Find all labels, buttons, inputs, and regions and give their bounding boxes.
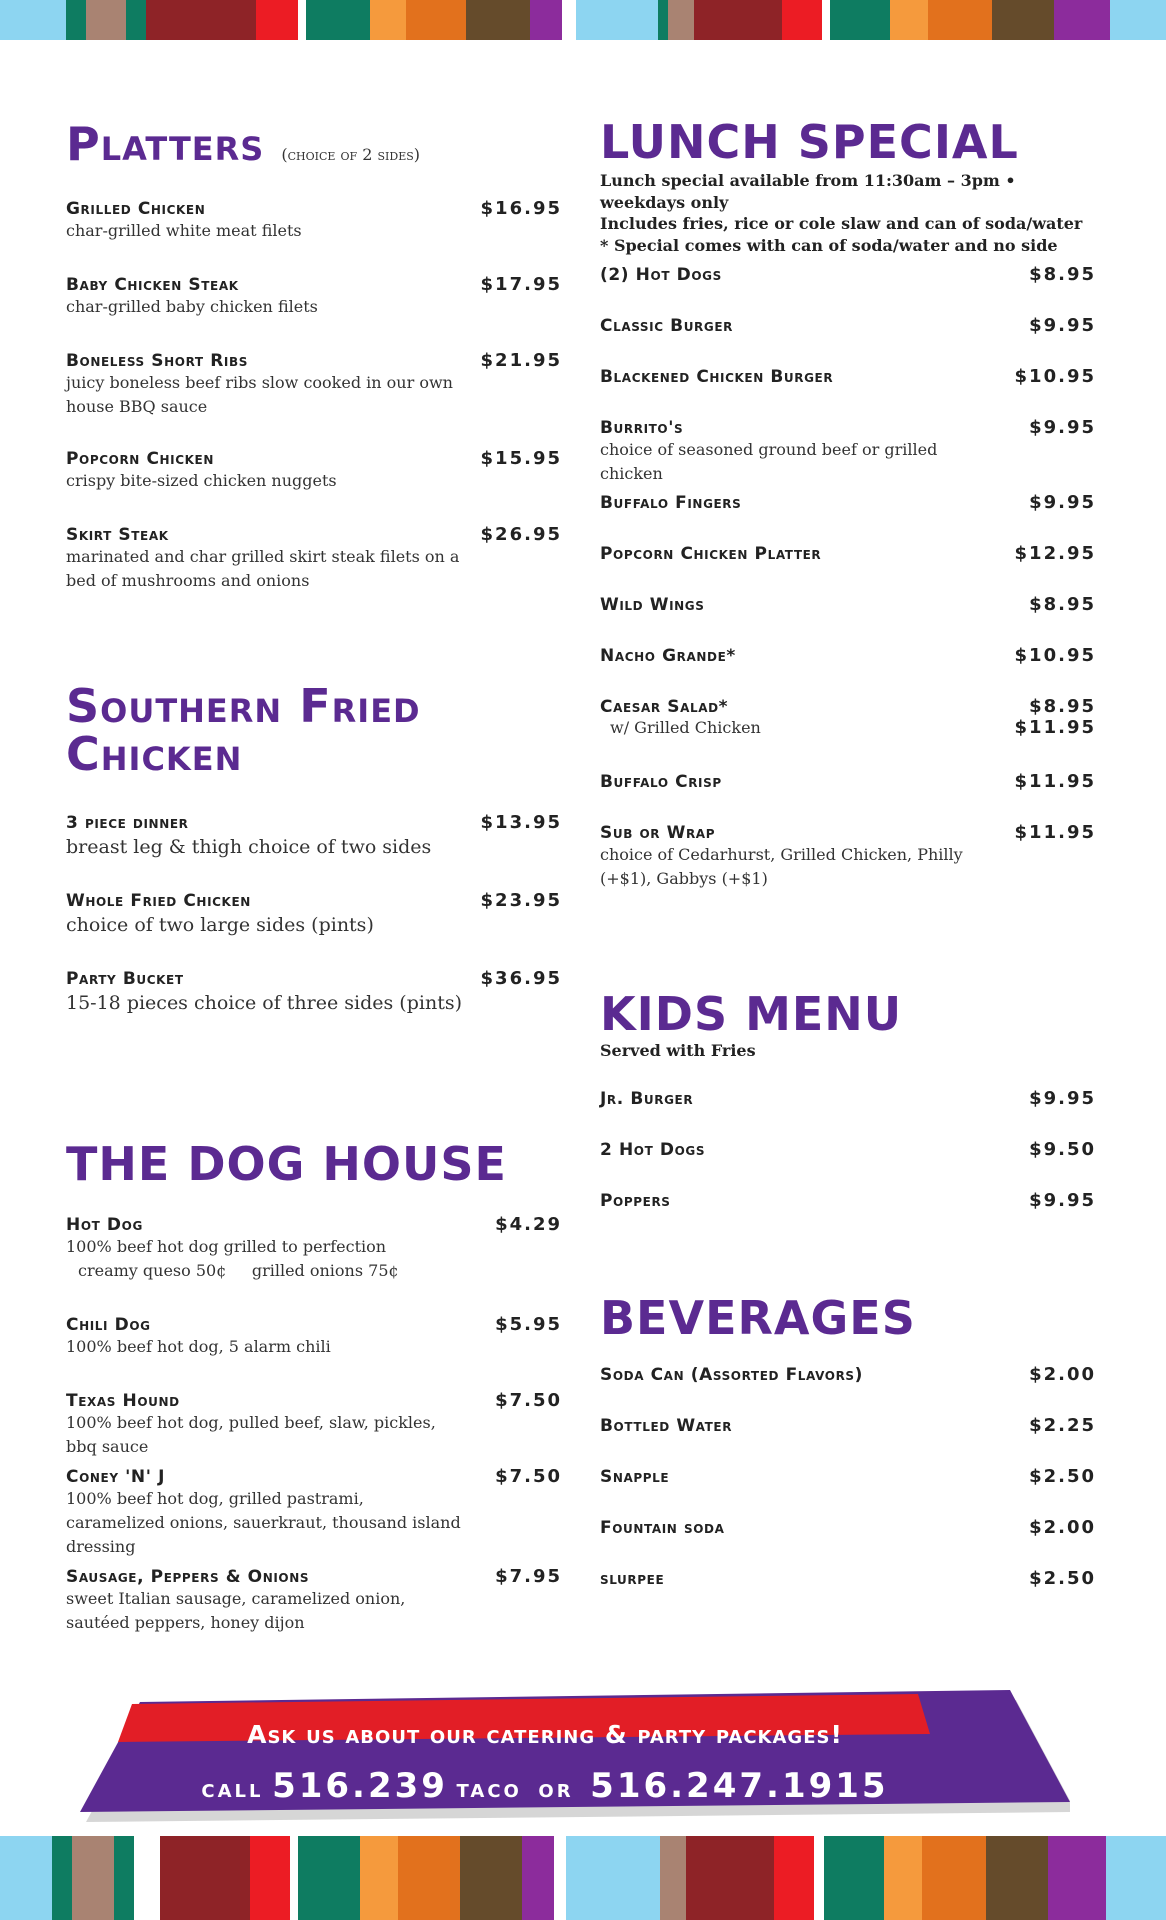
menu-item-description: choice of two large sides (pints) bbox=[66, 914, 374, 936]
menu-item-row bbox=[600, 696, 1096, 717]
menu-item-name: Chili Dog bbox=[66, 1315, 151, 1335]
stripe-segment bbox=[256, 0, 298, 40]
menu-item-name: Caesar Salad* bbox=[600, 697, 729, 717]
stripe-segment bbox=[530, 0, 562, 40]
kids-menu-section bbox=[600, 987, 1096, 1211]
menu-item-name: Soda Can (Assorted Flavors) bbox=[600, 1365, 864, 1385]
menu-item bbox=[66, 812, 562, 862]
menu-item-option-label: w/ Grilled Chicken bbox=[610, 718, 761, 737]
stripe-segment bbox=[134, 1836, 160, 1920]
catering-banner bbox=[80, 1690, 1070, 1830]
menu-item-description: char-grilled white meat filets bbox=[66, 221, 302, 240]
kids-menu-intro: Served with Fries bbox=[600, 1041, 756, 1061]
stripe-segment bbox=[460, 1836, 522, 1920]
banner-phone2[interactable]: 516.247.1915 bbox=[590, 1766, 889, 1806]
menu-item-name: Coney 'N' J bbox=[66, 1467, 166, 1487]
stripe-segment bbox=[992, 0, 1054, 40]
menu-item bbox=[66, 968, 562, 1018]
menu-item bbox=[600, 771, 1096, 792]
menu-item bbox=[600, 315, 1096, 336]
menu-item-price: $36.95 bbox=[480, 968, 562, 989]
stripe-segment bbox=[466, 0, 530, 40]
stripe-segment bbox=[566, 1836, 660, 1920]
menu-item bbox=[600, 696, 1096, 738]
menu-item bbox=[600, 1139, 1096, 1160]
stripe-segment bbox=[554, 1836, 566, 1920]
menu-item-row bbox=[600, 1517, 1096, 1538]
menu-item-row bbox=[66, 1390, 562, 1411]
menu-item-name: Snapple bbox=[600, 1467, 670, 1487]
stripe-segment bbox=[126, 0, 146, 40]
menu-item-name: Skirt Steak bbox=[66, 525, 169, 545]
stripe-segment bbox=[160, 1836, 250, 1920]
stripe-segment bbox=[668, 0, 694, 40]
menu-item-row bbox=[600, 315, 1096, 336]
stripe-segment bbox=[1110, 0, 1166, 40]
stripe-segment bbox=[146, 0, 256, 40]
stripe-segment bbox=[398, 1836, 460, 1920]
stripe-segment bbox=[298, 1836, 360, 1920]
menu-item-name: Burrito's bbox=[600, 418, 684, 438]
stripe-segment bbox=[774, 1836, 814, 1920]
menu-item-row bbox=[66, 198, 562, 219]
menu-item-row bbox=[66, 1214, 562, 1235]
menu-item-name: Classic Burger bbox=[600, 316, 733, 336]
stripe-segment bbox=[782, 0, 822, 40]
menu-item bbox=[600, 1568, 1096, 1589]
southern-fried-title-line1: Southern Fried bbox=[66, 679, 421, 733]
banner-call-label: call bbox=[201, 1774, 264, 1804]
stripe-segment bbox=[830, 0, 890, 40]
menu-item-price: $11.95 bbox=[1014, 771, 1096, 792]
menu-item-name: 3 piece dinner bbox=[66, 813, 189, 833]
menu-item-row bbox=[600, 1088, 1096, 1109]
menu-item-description: juicy boneless beef ribs slow cooked in our own house BBQ sauce bbox=[66, 373, 453, 416]
top-color-stripe bbox=[0, 0, 1166, 40]
southern-fried-title-line2: Chicken bbox=[66, 727, 243, 782]
stripe-segment bbox=[370, 0, 406, 40]
stripe-segment bbox=[986, 1836, 1048, 1920]
bottom-color-stripe bbox=[0, 1836, 1166, 1920]
menu-item-price: $2.50 bbox=[1029, 1466, 1096, 1487]
banner-or-label: or bbox=[538, 1774, 574, 1804]
menu-item bbox=[600, 417, 1096, 486]
menu-item-row bbox=[600, 1190, 1096, 1211]
menu-item-name: Blackened Chicken Burger bbox=[600, 367, 834, 387]
menu-item-row bbox=[66, 448, 562, 469]
menu-item-name: Baby Chicken Steak bbox=[66, 275, 239, 295]
stripe-segment bbox=[1054, 0, 1110, 40]
stripe-segment bbox=[250, 1836, 290, 1920]
menu-item-price: $7.50 bbox=[495, 1390, 562, 1411]
stripe-segment bbox=[922, 1836, 986, 1920]
menu-item-row bbox=[600, 366, 1096, 387]
menu-item bbox=[66, 350, 562, 419]
menu-item-price: $10.95 bbox=[1014, 645, 1096, 666]
menu-item bbox=[66, 1390, 562, 1459]
menu-item-description: 100% beef hot dog grilled to perfection bbox=[66, 1237, 387, 1256]
menu-item-price: $2.00 bbox=[1029, 1517, 1096, 1538]
menu-item bbox=[600, 1190, 1096, 1211]
menu-item-name: Hot Dog bbox=[66, 1215, 143, 1235]
menu-item-price: $26.95 bbox=[480, 524, 562, 545]
menu-item-description: crispy bite-sized chicken nuggets bbox=[66, 471, 337, 490]
menu-item-price: $16.95 bbox=[480, 198, 562, 219]
stripe-segment bbox=[1106, 1836, 1166, 1920]
banner-taco-label: taco bbox=[456, 1774, 522, 1804]
lunch-special-intro bbox=[600, 170, 1096, 256]
stripe-segment bbox=[822, 0, 830, 40]
menu-item-name: Jr. Burger bbox=[600, 1089, 694, 1109]
stripe-segment bbox=[360, 1836, 398, 1920]
menu-item-name: Popcorn Chicken Platter bbox=[600, 544, 822, 564]
menu-item bbox=[600, 366, 1096, 387]
stripe-segment bbox=[66, 0, 86, 40]
banner-shape bbox=[80, 1690, 1070, 1830]
menu-item-description: char-grilled baby chicken filets bbox=[66, 297, 318, 316]
menu-item-description: 100% beef hot dog, 5 alarm chili bbox=[66, 1337, 331, 1356]
menu-item bbox=[66, 274, 562, 319]
menu-item-row bbox=[66, 812, 562, 833]
menu-item-price: $13.95 bbox=[480, 812, 562, 833]
banner-catering-text: Ask us about our catering & party packages! bbox=[247, 1720, 843, 1749]
menu-item bbox=[66, 1566, 562, 1635]
menu-item-row bbox=[600, 1466, 1096, 1487]
menu-item-row bbox=[600, 1568, 1096, 1589]
stripe-segment bbox=[114, 1836, 134, 1920]
menu-item-name: Nacho Grande* bbox=[600, 646, 736, 666]
stripe-segment bbox=[290, 1836, 298, 1920]
menu-item-price: $8.95 bbox=[1029, 696, 1096, 717]
menu-item-name: slurpee bbox=[600, 1569, 665, 1589]
menu-item bbox=[66, 198, 562, 243]
stripe-segment bbox=[824, 1836, 884, 1920]
stripe-segment bbox=[576, 0, 658, 40]
menu-item-name: Poppers bbox=[600, 1191, 671, 1211]
menu-item-row bbox=[66, 890, 562, 911]
menu-item bbox=[600, 1088, 1096, 1109]
menu-item-price: $9.95 bbox=[1029, 417, 1096, 438]
menu-item-price: $4.29 bbox=[495, 1214, 562, 1235]
menu-item-name: Texas Hound bbox=[66, 1391, 180, 1411]
menu-item-row bbox=[600, 1139, 1096, 1160]
platters-section bbox=[66, 117, 562, 590]
menu-item-name: Buffalo Crisp bbox=[600, 772, 722, 792]
menu-item-row bbox=[600, 594, 1096, 615]
menu-item-row bbox=[66, 350, 562, 371]
menu-item bbox=[66, 524, 562, 593]
menu-item-row bbox=[66, 524, 562, 545]
menu-item-row bbox=[600, 492, 1096, 513]
beverages-title: BEVERAGES bbox=[600, 1291, 916, 1345]
menu-item-description: choice of Cedarhurst, Grilled Chicken, Philly (+$1), Gabbys (+$1) bbox=[600, 845, 963, 888]
menu-item-row bbox=[600, 771, 1096, 792]
platters-heading: Platters bbox=[66, 117, 265, 171]
lunch-special-title: LUNCH SPECIAL bbox=[600, 115, 1019, 169]
lunch-intro-line1: Lunch special available from 11:30am – 3pm • weekdays only bbox=[600, 171, 1016, 212]
menu-item-price: $2.25 bbox=[1029, 1415, 1096, 1436]
menu-item-row bbox=[600, 822, 1096, 843]
menu-item-name: Popcorn Chicken bbox=[66, 449, 214, 469]
menu-item-price: $9.95 bbox=[1029, 492, 1096, 513]
stripe-segment bbox=[72, 1836, 114, 1920]
stripe-segment bbox=[306, 0, 370, 40]
menu-item-option-row bbox=[600, 717, 1096, 738]
menu-item-price: $21.95 bbox=[480, 350, 562, 371]
stripe-segment bbox=[0, 0, 66, 40]
stripe-segment bbox=[694, 0, 782, 40]
menu-item bbox=[600, 822, 1096, 891]
menu-item-price: $2.00 bbox=[1029, 1364, 1096, 1385]
menu-item-price: $7.50 bbox=[495, 1466, 562, 1487]
stripe-segment bbox=[406, 0, 466, 40]
menu-item-row bbox=[600, 645, 1096, 666]
menu-item bbox=[600, 1466, 1096, 1487]
menu-item bbox=[66, 1466, 562, 1559]
menu-item bbox=[66, 1214, 562, 1283]
menu-item-price: $9.95 bbox=[1029, 1190, 1096, 1211]
menu-item bbox=[600, 543, 1096, 564]
menu-item-row bbox=[600, 417, 1096, 438]
stripe-segment bbox=[298, 0, 306, 40]
southern-fried-title bbox=[66, 679, 562, 782]
stripe-segment bbox=[562, 0, 576, 40]
menu-item bbox=[600, 1415, 1096, 1436]
menu-item bbox=[66, 1314, 562, 1359]
menu-item-name: Grilled Chicken bbox=[66, 199, 206, 219]
menu-item-price: $9.50 bbox=[1029, 1139, 1096, 1160]
menu-item-price: $8.95 bbox=[1029, 594, 1096, 615]
menu-item-name: Sausage, Peppers & Onions bbox=[66, 1567, 310, 1587]
menu-item bbox=[600, 1364, 1096, 1385]
menu-item-price: $2.50 bbox=[1029, 1568, 1096, 1589]
menu-item-name: Bottled Water bbox=[600, 1416, 733, 1436]
menu-item bbox=[66, 448, 562, 493]
menu-item-description: breast leg & thigh choice of two sides bbox=[66, 836, 432, 858]
menu-item-option-price: $11.95 bbox=[1014, 717, 1096, 738]
stripe-segment bbox=[52, 1836, 72, 1920]
menu-item-price: $23.95 bbox=[480, 890, 562, 911]
stripe-segment bbox=[86, 0, 126, 40]
stripe-segment bbox=[884, 1836, 922, 1920]
menu-item bbox=[600, 264, 1096, 285]
menu-item-name: Whole Fried Chicken bbox=[66, 891, 251, 911]
menu-item-description: 15-18 pieces choice of three sides (pints) bbox=[66, 992, 462, 1014]
menu-item-price: $11.95 bbox=[1014, 822, 1096, 843]
stripe-segment bbox=[0, 1836, 52, 1920]
menu-item-row bbox=[66, 968, 562, 989]
menu-item-row bbox=[66, 1466, 562, 1487]
stripe-segment bbox=[686, 1836, 774, 1920]
beverages-section bbox=[600, 1291, 1096, 1589]
menu-item-price: $7.95 bbox=[495, 1566, 562, 1587]
menu-item-price: $9.95 bbox=[1029, 1088, 1096, 1109]
menu-item-name: (2) Hot Dogs bbox=[600, 265, 722, 285]
menu-item-name: Buffalo Fingers bbox=[600, 493, 742, 513]
banner-phone1[interactable]: 516.239 bbox=[272, 1766, 448, 1806]
menu-item-name: Fountain soda bbox=[600, 1518, 725, 1538]
menu-item bbox=[66, 890, 562, 940]
menu-item-description: 100% beef hot dog, grilled pastrami, caramelized onions, sauerkraut, thousand island dressing bbox=[66, 1489, 461, 1556]
menu-item-price: $9.95 bbox=[1029, 315, 1096, 336]
menu-item-price: $12.95 bbox=[1014, 543, 1096, 564]
stripe-segment bbox=[660, 1836, 686, 1920]
kids-menu-title: KIDS MENU bbox=[600, 987, 903, 1041]
menu-item-name: Party Bucket bbox=[66, 969, 184, 989]
menu-item bbox=[600, 594, 1096, 615]
dog-house-title: THE DOG HOUSE bbox=[66, 1137, 507, 1191]
dog-house-section bbox=[66, 1137, 562, 1632]
stripe-segment bbox=[928, 0, 992, 40]
menu-item-description: sweet Italian sausage, caramelized onion, sautéed peppers, honey dijon bbox=[66, 1589, 406, 1632]
lunch-intro-line2: Includes fries, rice or cole slaw and can of soda/water bbox=[600, 214, 1083, 234]
banner-phone-line bbox=[80, 1766, 1010, 1806]
menu-item-addons: creamy queso 50¢ grilled onions 75¢ bbox=[78, 1261, 399, 1280]
menu-item-price: $17.95 bbox=[480, 274, 562, 295]
lunch-intro-line3: * Special comes with can of soda/water and no side bbox=[600, 236, 1058, 256]
menu-item-name: Wild Wings bbox=[600, 595, 705, 615]
menu-item-name: Sub or Wrap bbox=[600, 823, 716, 843]
menu-item-row bbox=[600, 543, 1096, 564]
menu-item-price: $8.95 bbox=[1029, 264, 1096, 285]
stripe-segment bbox=[1048, 1836, 1106, 1920]
lunch-special-section bbox=[600, 115, 1096, 888]
menu-item-row bbox=[600, 264, 1096, 285]
stripe-segment bbox=[814, 1836, 824, 1920]
platters-title bbox=[66, 117, 562, 171]
menu-item-row bbox=[66, 1566, 562, 1587]
menu-item-name: Boneless Short Ribs bbox=[66, 351, 248, 371]
menu-item-price: $5.95 bbox=[495, 1314, 562, 1335]
menu-item-description: marinated and char grilled skirt steak filets on a bed of mushrooms and onions bbox=[66, 547, 460, 590]
menu-item-row bbox=[66, 274, 562, 295]
platters-note: (choice of 2 sides) bbox=[281, 145, 421, 164]
menu-item bbox=[600, 1517, 1096, 1538]
menu-item-row bbox=[66, 1314, 562, 1335]
menu-item bbox=[600, 645, 1096, 666]
menu-item-row bbox=[600, 1415, 1096, 1436]
stripe-segment bbox=[890, 0, 928, 40]
menu-item-price: $10.95 bbox=[1014, 366, 1096, 387]
menu-item-description: choice of seasoned ground beef or grilled chicken bbox=[600, 440, 938, 483]
menu-item bbox=[600, 492, 1096, 513]
southern-fried-section bbox=[66, 679, 562, 1014]
menu-item-price: $15.95 bbox=[480, 448, 562, 469]
stripe-segment bbox=[522, 1836, 554, 1920]
stripe-segment bbox=[658, 0, 668, 40]
menu-item-row bbox=[600, 1364, 1096, 1385]
menu-item-description: 100% beef hot dog, pulled beef, slaw, pickles, bbq sauce bbox=[66, 1413, 436, 1456]
menu-item-name: 2 Hot Dogs bbox=[600, 1140, 706, 1160]
